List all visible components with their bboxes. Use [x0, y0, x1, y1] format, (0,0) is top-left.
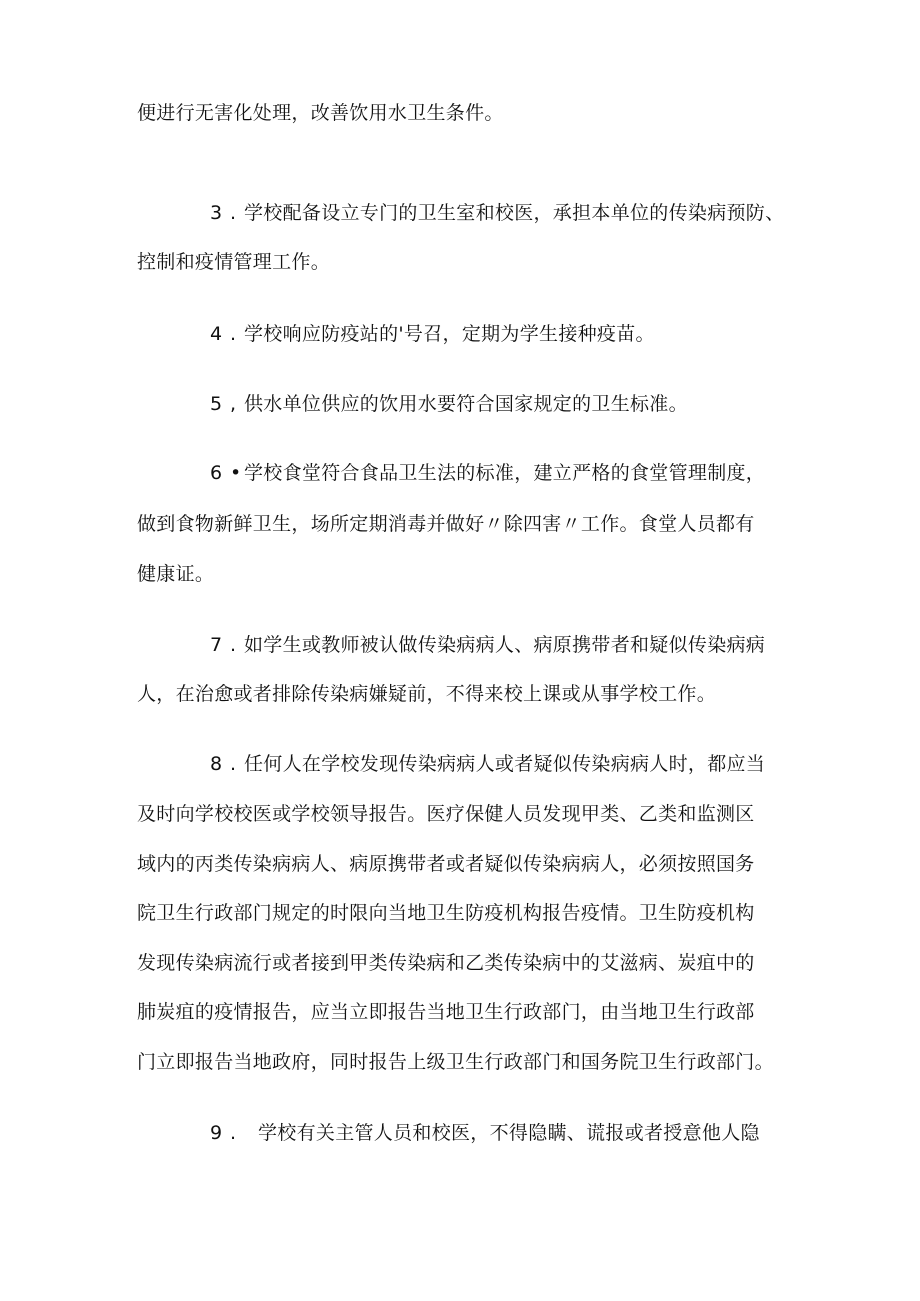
- item-text: 供水单位供应的饮用水要符合国家规定的卫生标准。: [244, 393, 688, 415]
- item-7-first-line: [210, 632, 800, 658]
- item-7-line: 人，在治愈或者排除传染病嫌疑前，不得来校上课或从事学校工作。: [137, 683, 717, 705]
- item-8-line: 院卫生行政部门规定的时限向当地卫生防疫机构报告疫情。卫生防疫机构: [137, 902, 755, 924]
- item-text: 学校食堂符合食品卫生法的标准，建立严格的食堂管理制度，: [244, 462, 766, 484]
- item-separator: .: [230, 202, 237, 224]
- item-separator: .: [230, 323, 237, 345]
- item-6-first-line: [210, 460, 800, 486]
- item-number: 3: [210, 202, 223, 224]
- item-number: 6: [210, 462, 223, 484]
- item-number: 5: [210, 393, 223, 415]
- item-8-line: 门立即报告当地政府，同时报告上级卫生行政部门和国务院卫生行政部门。: [137, 1051, 774, 1073]
- item-8-line: 肺炭疽的疫情报告，应当立即报告当地卫生行政部门，由当地卫生行政部: [137, 1001, 755, 1023]
- item-3-line: 控制和疫情管理工作。: [137, 251, 331, 273]
- item-text: 学校有关主管人员和校医，不得隐瞒、谎报或者授意他人隐: [258, 1122, 760, 1144]
- item-separator: .: [230, 753, 237, 775]
- intro-line: 便进行无害化处理，改善饮用水卫生条件。: [137, 102, 504, 124]
- item-separator: .: [230, 634, 237, 656]
- item-number: 8: [210, 753, 223, 775]
- item-6-line: 健康证。: [137, 563, 215, 585]
- item-number: 4: [210, 323, 223, 345]
- item-5-first-line: [210, 391, 800, 417]
- item-6-line: 做到食物新鲜卫生，场所定期消毒并做好〃除四害〃工作。食堂人员都有: [137, 513, 755, 535]
- item-separator: ,: [230, 393, 237, 415]
- item-9-first-line: [210, 1120, 800, 1146]
- item-separator: .: [230, 1122, 237, 1144]
- item-text: 任何人在学校发现传染病病人或者疑似传染病病人时，都应当: [244, 753, 766, 775]
- item-8-first-line: [210, 751, 800, 777]
- item-8-line: 及时向学校校医或学校领导报告。医疗保健人员发现甲类、乙类和监测区: [137, 803, 755, 825]
- item-8-line: 域内的丙类传染病病人、病原携带者或者疑似传染病病人，必须按照国务: [137, 853, 755, 875]
- item-number: 7: [210, 634, 223, 656]
- item-text: 学校响应防疫站的'号召，定期为学生接种疫苗。: [244, 323, 655, 345]
- item-number: 9: [210, 1122, 223, 1144]
- item-3-first-line: [210, 200, 800, 226]
- item-separator: •: [230, 462, 242, 484]
- item-8-line: 发现传染病流行或者接到甲类传染病和乙类传染病中的艾滋病、炭疽中的: [137, 952, 755, 974]
- item-4-first-line: [210, 321, 800, 347]
- item-text: 如学生或教师被认做传染病病人、病原携带者和疑似传染病病: [244, 634, 766, 656]
- item-text: 学校配备设立专门的卫生室和校医，承担本单位的传染病预防、: [244, 202, 785, 224]
